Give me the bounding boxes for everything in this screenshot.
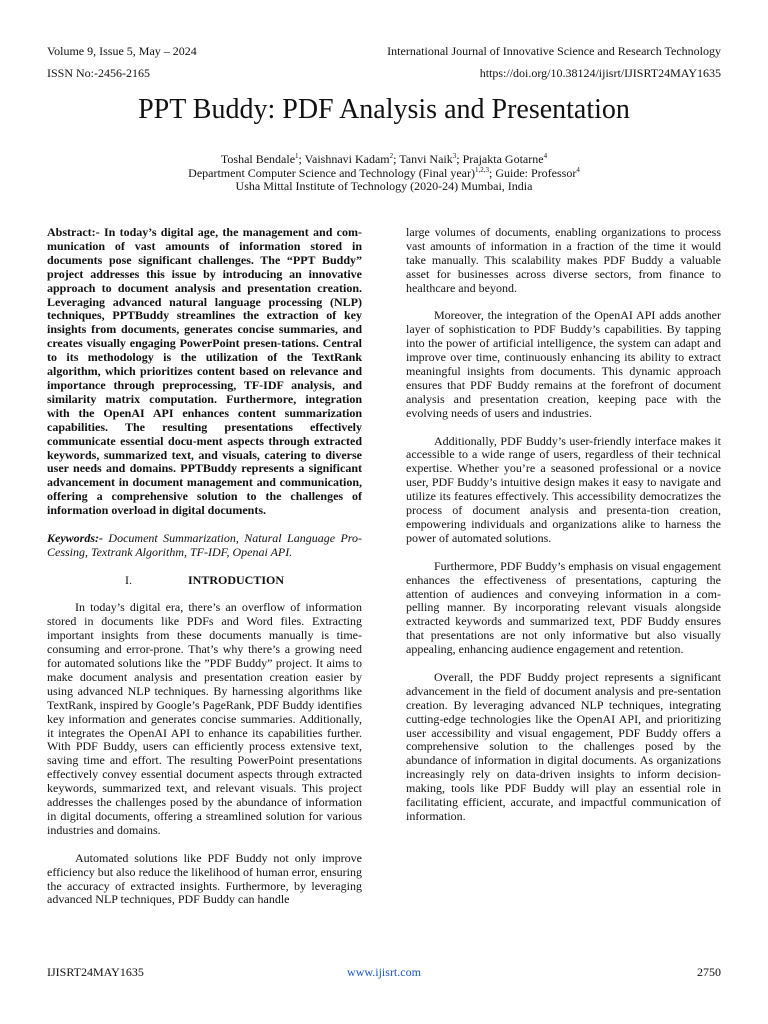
abstract: Abstract:- In today’s digital age, the management and com-munication of vast amounts of information stored in documents pose significant challenges. The “PPT Buddy” project addresses this issue by introducing an innovative approach to document analysis and presentation creation. Leveraging advanced natural language processing (NLP) techniques, PPTBuddy streamlines the extraction of key insights from documents, generates concise summaries, and creates visually engaging PowerPoint presen-tations. Central to its methodology is the utilization of the TextRank algorithm, which prioritizes content based on relevance and importance through preprocessing, TF-IDF analysis, and similarity matrix computation. Furthermore, integration with the OpenAI API enhances content summarization capabilities. The resulting presentations effectively communicate essential docu-ment aspects through extracted keywords, summarized text, and visuals, catering to diverse user needs and domains. PPTBuddy represents a significant advancement in document management and communication, offering a comprehensive solution to the challenges of information overload in digital documents. — [47, 225, 362, 518]
header-doi[interactable]: https://doi.org/10.38124/ijisrt/IJISRT24MAY1635 — [479, 66, 721, 80]
keywords-label: Keywords:- — [47, 530, 103, 545]
author-block — [0, 153, 768, 194]
left-column — [47, 226, 362, 921]
paragraph: Furthermore, PDF Buddy’s emphasis on visual engagement enhances the effectiveness of presentations, capturing the attention of audiences and conveying information in a com-pelling manner. By incorporating relevant visuals alongside extracted keywords and summarized text, PDF Buddy ensures that presentations are not only informative but also visually appealing, enhancing audience engagement and retention. — [406, 558, 721, 657]
affiliation-institute: Usha Mittal Institute of Technology (2020-24) Mumbai, India — [235, 179, 533, 193]
author-name: Toshal Bendale — [220, 152, 296, 166]
footer-page-number: 2750 — [697, 965, 721, 979]
author-name: ; Vaishnavi Kadam — [298, 152, 390, 166]
header-volume: Volume 9, Issue 5, May – 2024 — [47, 44, 197, 58]
paper-title: PPT Buddy: PDF Analysis and Presentation — [138, 94, 630, 125]
author-sup: 3 — [452, 152, 457, 160]
footer-site-link[interactable]: www.ijisrt.com — [347, 965, 421, 979]
affiliation-department: Department Computer Science and Technology (Final year)$^{1,2,3}$; Guide: Professor$^4$ — [188, 165, 580, 180]
author-sup: 1 — [295, 152, 299, 160]
section-number: I. — [124, 572, 132, 587]
paragraph: Moreover, the integration of the OpenAI API adds another layer of sophistication to PDF Buddy’s capabilities. By tapping into the power of artificial intelligence, the system can adapt and improve over time, continuously enhancing its ability to extract meaningful insights from documents. This dynamic approach ensures that PDF Buddy remains at the forefront of document analysis and presentation creation, keeping pace with the evolving needs of users and industries. — [406, 308, 721, 420]
author-sup: 2 — [389, 152, 394, 160]
paragraph: Automated solutions like PDF Buddy not only improve efficiency but also reduce the likelihood of human error, ensuring the accuracy of extracted insights. Furthermore, by leveraging advanced NLP techniques, PDF Buddy can handle — [47, 850, 362, 907]
header-journal: International Journal of Innovative Science and Research Technology — [387, 44, 721, 58]
section-title: INTRODUCTION — [187, 572, 284, 587]
section-heading — [47, 574, 362, 588]
right-column — [406, 226, 721, 838]
author-list — [0, 153, 768, 167]
author-name: ; Prajakta Gotarne — [456, 152, 544, 166]
header-issn: ISSN No:-2456-2165 — [47, 66, 151, 80]
footer-paper-id: IJISRT24MAY1635 — [47, 965, 144, 979]
keywords — [47, 532, 362, 560]
paragraph: In today’s digital era, there’s an overflow of information stored in documents like PDFs and Word files. Extracting important insights from these documents manually is time-consuming and error-prone. That’s why there’s a growing need for automated solutions like the ”PDF Buddy” project. It aims to make document analysis and presentation creation easier by using advanced NLP techniques. By harnessing algorithms like TextRank, inspired by Google’s PageRank, PDF Buddy identifies key information and generates concise summaries. Additionally, it integrates the OpenAI API to enhance its capabilities further. With PDF Buddy, users can efficiently process extensive text, saving time and effort. The resulting PowerPoint presentations effectively convey essential document aspects through extracted keywords, summarized text, and relevant visuals. This project addresses the challenges posed by the abundance of information in digital documents, offering a streamlined solution for various industries and domains. — [47, 600, 362, 837]
paragraph: Overall, the PDF Buddy project represents a significant advancement in the field of document analysis and pre-sentation creation. By leveraging advanced NLP techniques, integrating cutting-edge technologies like the OpenAI API, and prioritizing user accessibility and visual engagement, PDF Buddy offers a comprehensive solution to the challenges posed by the abundance of information in digital documents. As organizations increasingly rely on data-driven insights to inform decision-making, tools like PDF Buddy will play an essential role in facilitating efficient, accurate, and impactful communication of information. — [406, 669, 721, 823]
paragraph: Additionally, PDF Buddy’s user-friendly interface makes it accessible to a wide range of users, regardless of their technical expertise. Whether you’re a seasoned professional or a novice user, PDF Buddy’s intuitive design makes it easy to navigate and utilize its features effectively. This accessibility democratizes the process of document analysis and presenta-tion creation, empowering individuals and organizations alike to harness the power of automated solutions. — [406, 433, 721, 545]
author-name: ; Tanvi Naik — [393, 152, 453, 166]
author-sup: 4 — [543, 152, 548, 160]
paragraph: large volumes of documents, enabling organizations to process vast amounts of information in a fraction of the time it would take manually. This scalability makes PDF Buddy a valuable asset for businesses across diverse sectors, from finance to healthcare and beyond. — [406, 225, 721, 295]
keywords-text: Document Summarization, Natural Language Pro-Cessing, Textrank Algorithm, TF-IDF, Openai API. — [47, 530, 362, 559]
